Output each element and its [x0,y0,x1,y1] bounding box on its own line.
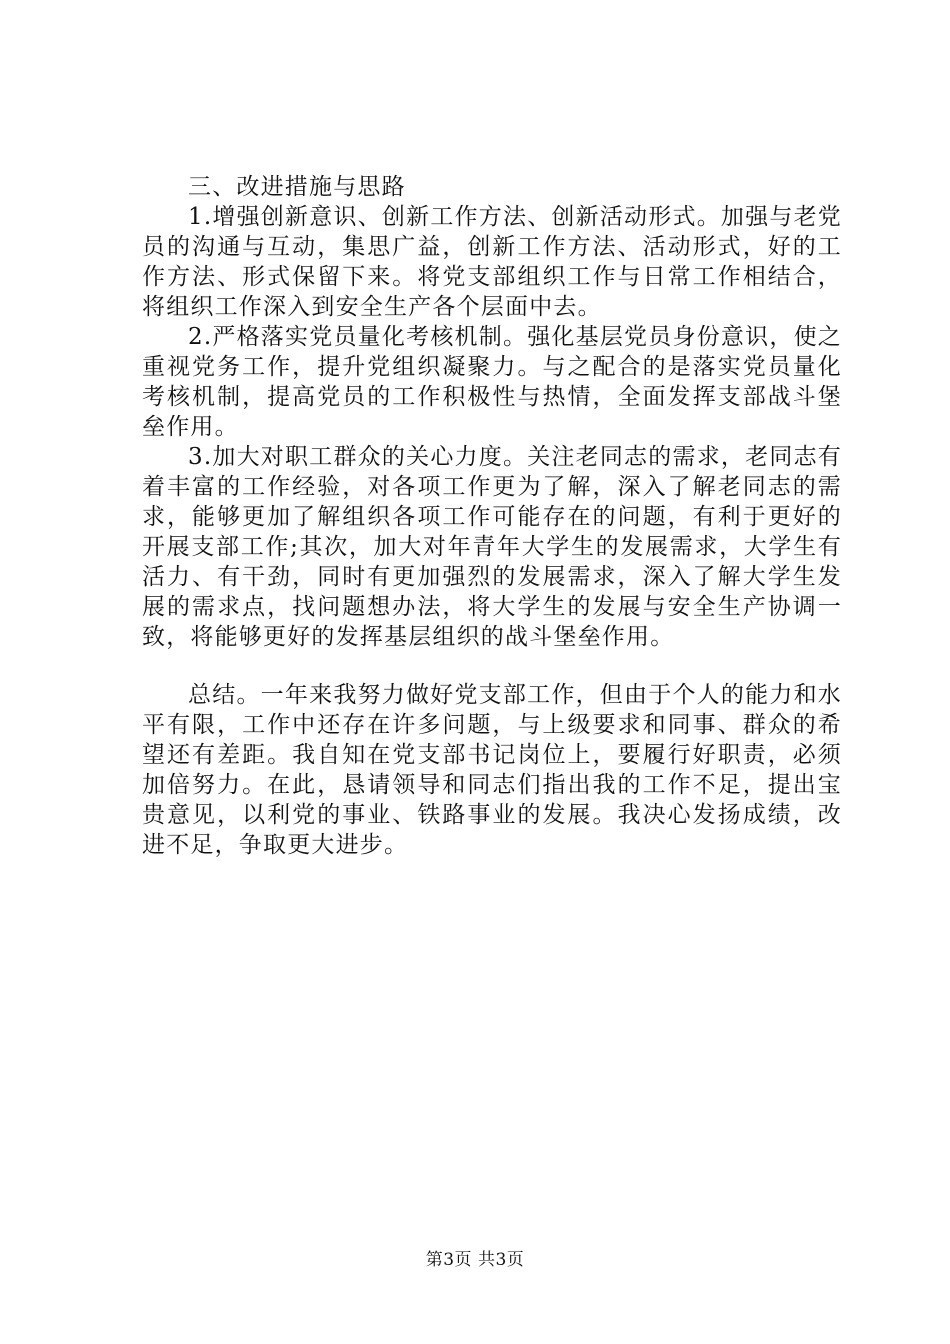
document-body [142,172,842,860]
paragraph-spacer [142,652,842,680]
summary-paragraph: 总结。一年来我努力做好党支部工作，但由于个人的能力和水平有限，工作中还存在许多问题，与上级要求和同事、群众的希望还有差距。我自知在党支部书记岗位上，要履行好职责，必须加倍努力。在此，恳请领导和同志们指出我的工作不足，提出宝贵意见，以利党的事业、铁路事业的发展。我决心发扬成绩，改进不足，争取更大进步。 [142,682,842,858]
page-footer: 第3页 共3页 [425,1250,525,1270]
measure-item-1: 1.增强创新意识、创新工作方法、创新活动形式。加强与老党员的沟通与互动，集思广益，创新工作方法、活动形式，好的工作方法、形式保留下来。将党支部组织工作与日常工作相结合，将组织工作深入到安全生产各个层面中去。 [142,204,842,320]
measure-item-2: 2.严格落实党员量化考核机制。强化基层党员身份意识，使之重视党务工作，提升党组织凝聚力。与之配合的是落实党员量化考核机制，提高党员的工作积极性与热情，全面发挥支部战斗堡垒作用。 [142,324,842,440]
measure-item-3: 3.加大对职工群众的关心力度。关注老同志的需求，老同志有着丰富的工作经验，对各项工作更为了解，深入了解老同志的需求，能够更加了解组织各项工作可能存在的问题，有利于更好的开展支部工作;其次，加大对年青年大学生的发展需求，大学生有活力、有干劲，同时有更加强烈的发展需求，深入了解大学生发展的需求点，找问题想办法，将大学生的发展与安全生产协调一致，将能够更好的发挥基层组织的战斗堡垒作用。 [142,444,842,650]
section-heading: 三、改进措施与思路 [188,174,406,200]
